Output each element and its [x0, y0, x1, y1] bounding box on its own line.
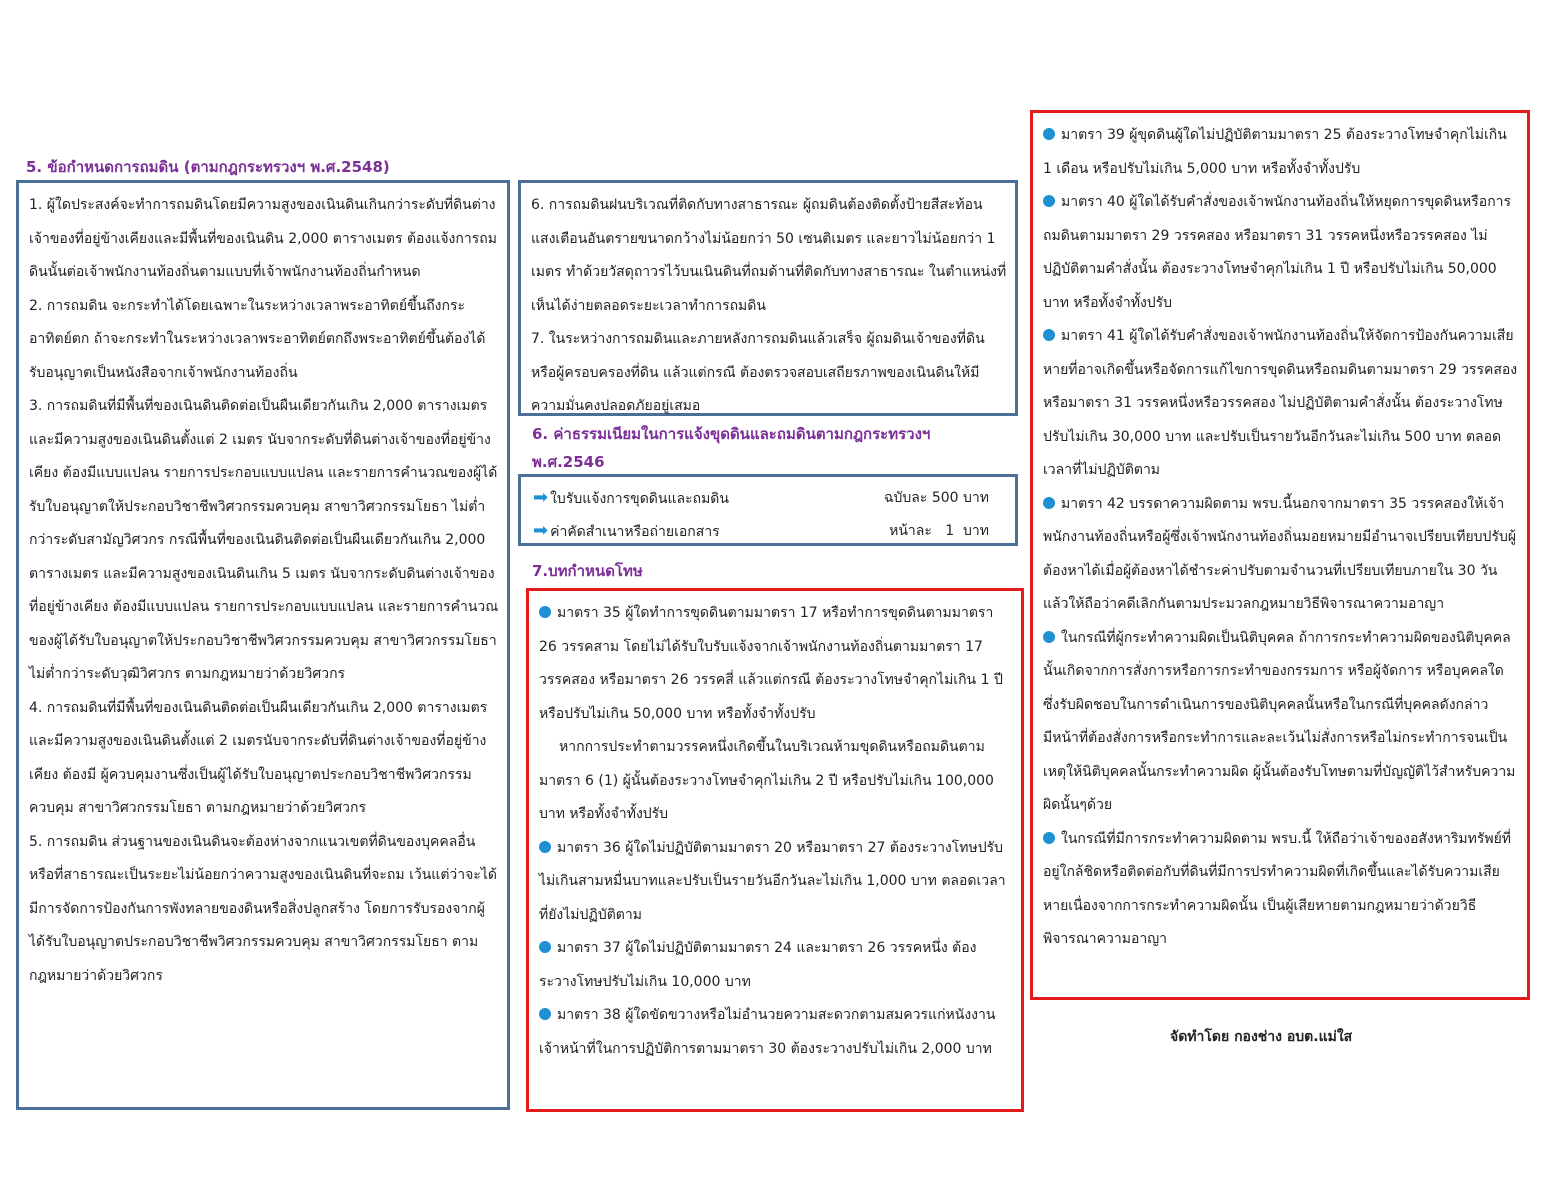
section5-item-1: 1. ผู้ใดประสงค์จะทำการถมดินโดยมีความสูงของเนินดินเกินกว่าระดับที่ดินต่างเจ้าของที่อยู่ข้างเคียงและมีพื้นที่ของเนินดิน 2,000 ตารางเมตร ต้องแจ้งการถมดินนั้นต่อเจ้าพนักงานท้องถิ่นตามแบบที่เจ้าพนักงานท้องถิ่นกำหนด [29, 197, 497, 280]
penalty-text: มาตรา 37 ผู้ใดไม่ปฏิบัติตามมาตรา 24 และมาตรา 26 วรรคหนึ่ง ต้องระวางโทษปรับไม่เกิน 10,000 บาท [539, 940, 977, 990]
penalty-item [539, 597, 1013, 731]
section5-item-6: 6. การถมดินฝนบริเวณที่ติดกับทางสาธารณะ ผู้ถมดินต้องติดตั้งป้ายสีสะท้อนแสงเตือนอันตรายขนาดกว้างไม่น้อยกว่า 50 เซนติเมตร และยาวไม่น้อยกว่า 1 เมตร ทำด้วยวัสดุถาวรไว้บนเนินดินที่ถมด้านที่ติดกับทางสาธารณะ ในตำแหน่งที่เห็นได้ง่ายตลอดระยะเวลาทำการถมดิน [531, 197, 1007, 314]
penalty-text: มาตรา 41 ผู้ใดได้รับคำสั่งของเจ้าพนักงานท้องถิ่นให้จัดการป้องกันความเสียหายที่อาจเกิดขึ้นหรือจัดการแก้ไขการขุดดินหรือถมดินตามมาตรา 29 วรรคสอง หรือมาตรา 31 วรรคหนึ่งหรือวรรคสอง ไม่ปฏิบัติตามคำสั่งนั้น ต้องระวางโทษปรับไม่เกิน 30,000 บาท และปรับเป็นรายวันอีกวันละไม่เกิน 500 บาท ตลอดเวลาที่ไม่ปฏิบัติตาม [1043, 328, 1518, 478]
fee-label-text: ใบรับแจ้งการขุดดินและถมดิน [550, 491, 729, 507]
penalty-box [526, 588, 1024, 1112]
section5-item-4: 4. การถมดินที่มีพื้นที่ของเนินดินติดต่อเป็นผืนเดียวกันเกิน 2,000 ตารางเมตร และมีความสูงของเนินดินตั้งแต่ 2 เมตรนับจากระดับที่ดินต่างเจ้าของที่อยู่ข้างเคียง ต้องมี ผู้ควบคุมงานซึ่งเป็นผู้ได้รับใบอนุญาตประกอบวิชาชีพวิศวกรรมควบคุม สาขาวิศวกรรมโยธา ตามกฎหมายว่าด้วยวิศวกร [29, 699, 488, 816]
blue-dot-icon [1043, 195, 1055, 207]
right-arrow-icon: ➡ [533, 487, 549, 508]
fee-label-text: ค่าคัดสำเนาหรือถ่ายเอกสาร [550, 524, 720, 540]
fee-label [533, 515, 720, 548]
penalty-text: ในกรณีที่มีการกระทำความผิดตาม พรบ.นี้ ให้ถือว่าเจ้าของอสังหาริมทรัพย์ที่อยู่ใกล้ชิดหรือติดต่อกับที่ดินที่มีการปรทำความผิดที่เกิดขึ้นและได้รับความเสียหายเนื่องจากการกระทำความผิดนั้น เป็นผู้เสียหายตามกฎหมายว่าด้วยวิธีพิจารณาความอาญา [1043, 830, 1512, 947]
penalty-item [539, 731, 1013, 832]
penalty-item [1043, 488, 1519, 622]
fee-row [533, 515, 989, 548]
fee-label [533, 482, 729, 515]
section5-item-7: 7. ในระหว่างการถมดินและภายหลังการถมดินแล้วเสร็จ ผู้ถมดินเจ้าของที่ดิน หรือผู้ครอบครองที่ดิน แล้วแต่กรณี ต้องตรวจสอบเสถียรภาพของเนินดินให้มีความมั่นคงปลอดภัยอยู่เสมอ [531, 331, 985, 414]
blue-dot-icon [1043, 832, 1055, 844]
section5-item-2: 2. การถมดิน จะกระทำได้โดยเฉพาะในระหว่างเวลาพระอาทิตย์ขึ้นถึงกระอาทิตย์ตก ถ้าจะกระทำในระหว่างเวลาพระอาทิตย์ตกถึงพระอาทิตย์ขึ้นต้องได้รับอนุญาตเป็นหนังสือจากเจ้าพนักงานท้องถิ่น [29, 297, 486, 381]
penalty-text: มาตรา 39 ผู้ขุดดินผู้ใดไม่ปฏิบัติตามมาตรา 25 ต้องระวางโทษจำคุกไม่เกิน 1 เดือน หรือปรับไม่เกิน 5,000 บาท หรือทั้งจำทั้งปรับ [1043, 127, 1507, 177]
blue-dot-icon [539, 841, 551, 853]
penalty-item [539, 832, 1013, 933]
section5-box [16, 180, 510, 1110]
blue-dot-icon [539, 941, 551, 953]
penalty-item [1043, 119, 1519, 186]
section5-item-5: 5. การถมดิน ส่วนฐานของเนินดินจะต้องห่างจากแนวเขตที่ดินของบุคคลอื่นหรือที่สาธารณะเป็นระยะไม่น้อยกว่าความสูงของเนินดินที่จะถม เว้นแต่ว่าจะได้มีการจัดการป้องกันการพังทลายของดินหรือสิ่งปลูกสร้าง โดยการรับรองจากผู้ได้รับใบอนุญาตประกอบวิชาชีพวิศวกรรมควบคุม สาขาวิศวกรรมโยธา ตามกฎหมายว่าด้วยวิศวกร [29, 833, 497, 984]
penalty-item [539, 999, 1013, 1066]
credit-text: จัดทำโดย กองช่าง อบต.แม่ใส [1170, 1029, 1353, 1045]
penalty-text: มาตรา 42 บรรดาความผิดตาม พรบ.นี้นอกจากมาตรา 35 วรรคสองให้เจ้าพนักงานท้องถิ่นหรือผู้ซึ่งเจ้าพนักงานท้องถิ่นมอยหมายมีอำนาจเปรียบเทียบปรับผู้ต้องหาได้เมื่อผู้ต้องหาได้ชำระค่าปรับตามจำนวนที่เปรียบเทียบภายใน 30 วัน แล้วให้ถือว่าคดีเลิกกันตามประมวลกฎหมายวิธีพิจารณาความอาญา [1043, 495, 1517, 612]
penalty-text: ในกรณีที่ผู้กระทำความผิดเป็นนิติบุคคล ถ้าการกระทำความผิดของนิติบุคคลนั้นเกิดจากการสั่งการหรือการกระทำของกรรมการ หรือผู้จัดการ หรือบุคคลใดซึ่งรับผิดชอบในการดำเนินการของนิติบุคคลนั้นหรือในกรณีที่บุคคลดังกล่าวมีหน้าที่ต้องสั่งการหรือกระทำการและละเว้นไม่สั่งการหรือไม่กระทำการจนเป็นเหตุให้นิติบุคคลนั้นกระทำความผิด ผู้นั้นต้องรับโทษตามที่บัญญัติไว้สำหรับความผิดนั้นๆด้วย [1043, 629, 1516, 813]
fee-row [533, 482, 989, 515]
penalty-item [1043, 320, 1519, 488]
blue-dot-icon [1043, 128, 1055, 140]
fee-box [518, 474, 1018, 546]
penalty-continued-box [1030, 110, 1530, 1000]
penalty-item [539, 932, 1013, 999]
penalty-item [1043, 622, 1519, 823]
right-arrow-icon: ➡ [533, 520, 549, 541]
fee-price: ฉบับละ 500 บาท [883, 490, 989, 506]
blue-dot-icon [539, 1008, 551, 1020]
blue-dot-icon [539, 606, 551, 618]
blue-dot-icon [1043, 631, 1055, 643]
penalty-item [1043, 823, 1519, 957]
penalty-item [1043, 186, 1519, 320]
penalty-text: มาตรา 40 ผู้ใดได้รับคำสั่งของเจ้าพนักงานท้องถิ่นให้หยุดการขุดดินหรือการถมดินตามมาตรา 29 วรรคสอง หรือมาตรา 31 วรรคหนึ่งหรือวรรคสอง ไม่ปฏิบัติตามคำสั่งนั้น ต้องระวางโทษจำคุกไม่เกิน 1 ปี หรือปรับไม่เกิน 50,000 บาท หรือทั้งจำทั้งปรับ [1043, 194, 1512, 311]
penalty-text: มาตรา 35 ผู้ใดทำการขุดดินตามมาตรา 17 หรือทำการขุดดินตามมาตรา 26 วรรคสาม โดยไม่ได้รับใบรับแจ้งจากเจ้าพนักงานท้องถิ่นตามมาตรา 17 วรรคสอง หรือมาตรา 26 วรรคสี่ แล้วแต่กรณี ต้องระวางโทษจำคุกไม่เกิน 1 ปี หรือปรับไม่เกิน 50,000 บาท หรือทั้งจำทั้งปรับ [539, 605, 1003, 722]
section7-heading: 7.บทกำหนดโทษ [532, 562, 643, 580]
penalty-text: มาตรา 38 ผู้ใดขัดขวางหรือไม่อำนวยความสะดวกตามสมควรแก่หนังงานเจ้าหน้าที่ในการปฏิบัติการตามมาตรา 30 ต้องระวางปรับไม่เกิน 2,000 บาท [539, 1007, 996, 1057]
penalty-text: หากการประทำตามวรรคหนึ่งเกิดขึ้นในบริเวณห้ามขุดดินหรือถมดินตามมาตรา 6 (1) ผู้นั้นต้องระวางโทษจำคุกไม่เกิน 2 ปี หรือปรับไม่เกิน 100,000 บาท หรือทั้งจำทั้งปรับ [539, 739, 994, 822]
fee-price: หน้าละ 1 บาท [889, 523, 989, 539]
penalty-text: มาตรา 36 ผู้ใดไม่ปฏิบัติตามมาตรา 20 หรือมาตรา 27 ต้องระวางโทษปรับไม่เกินสามหมื่นบาทและปรับเป็นรายวันอีกวันละไม่เกิน 1,000 บาท ตลอดเวลาที่ยังไม่ปฏิบัติตาม [539, 839, 1006, 923]
blue-dot-icon [1043, 497, 1055, 509]
blue-dot-icon [1043, 329, 1055, 341]
section6-heading: 6. ค่าธรรมเนียมในการแจ้งขุดดินและถมดินตามกฎกระทรวงฯ พ.ศ.2546 [532, 425, 931, 471]
section5-item-3: 3. การถมดินที่มีพื้นที่ของเนินดินติดต่อเป็นผืนเดียวกันเกิน 2,000 ตารางเมตร และมีความสูงของเนินดินตั้งแต่ 2 เมตร นับจากระดับที่ดินต่างเจ้าของที่อยู่ข้างเคียง ต้องมีแบบแปลน รายการประกอบแบบแปลน และรายการคำนวณของผู้ได้รับใบอนุญาตให้ประกอบวิชาชีพวิศวกรรมควบคุม สาขาวิศวกรรมโยธา ไม่ต่ำกว่าระดับสามัญวิศวกร กรณีพื้นที่ของเนินดินติดต่อเป็นผืนเดียวกันเกิน 2,000 ตารางเมตร และมีความสูงของเนินดินเกิน 5 เมตร นับจากระดับดินต่างเจ้าของที่อยู่ข้างเคียง ต้องมีแบบแปลน รายการประกอบแบบแปลน และรายการคำนวณของผู้ได้รับใบอนุญาตให้ประกอบวิชาชีพวิศวกรรมควบคุม สาขาวิศวกรรมโยธา ไม่ต่ำกว่าระดับวุฒิวิศวกร ตามกฎหมายว่าด้วยวิศวกร [29, 398, 499, 682]
section5-continued-box [518, 180, 1018, 416]
section5-heading: 5. ข้อกำหนดการถมดิน (ตามกฎกระทรวงฯ พ.ศ.2548) [26, 158, 390, 176]
